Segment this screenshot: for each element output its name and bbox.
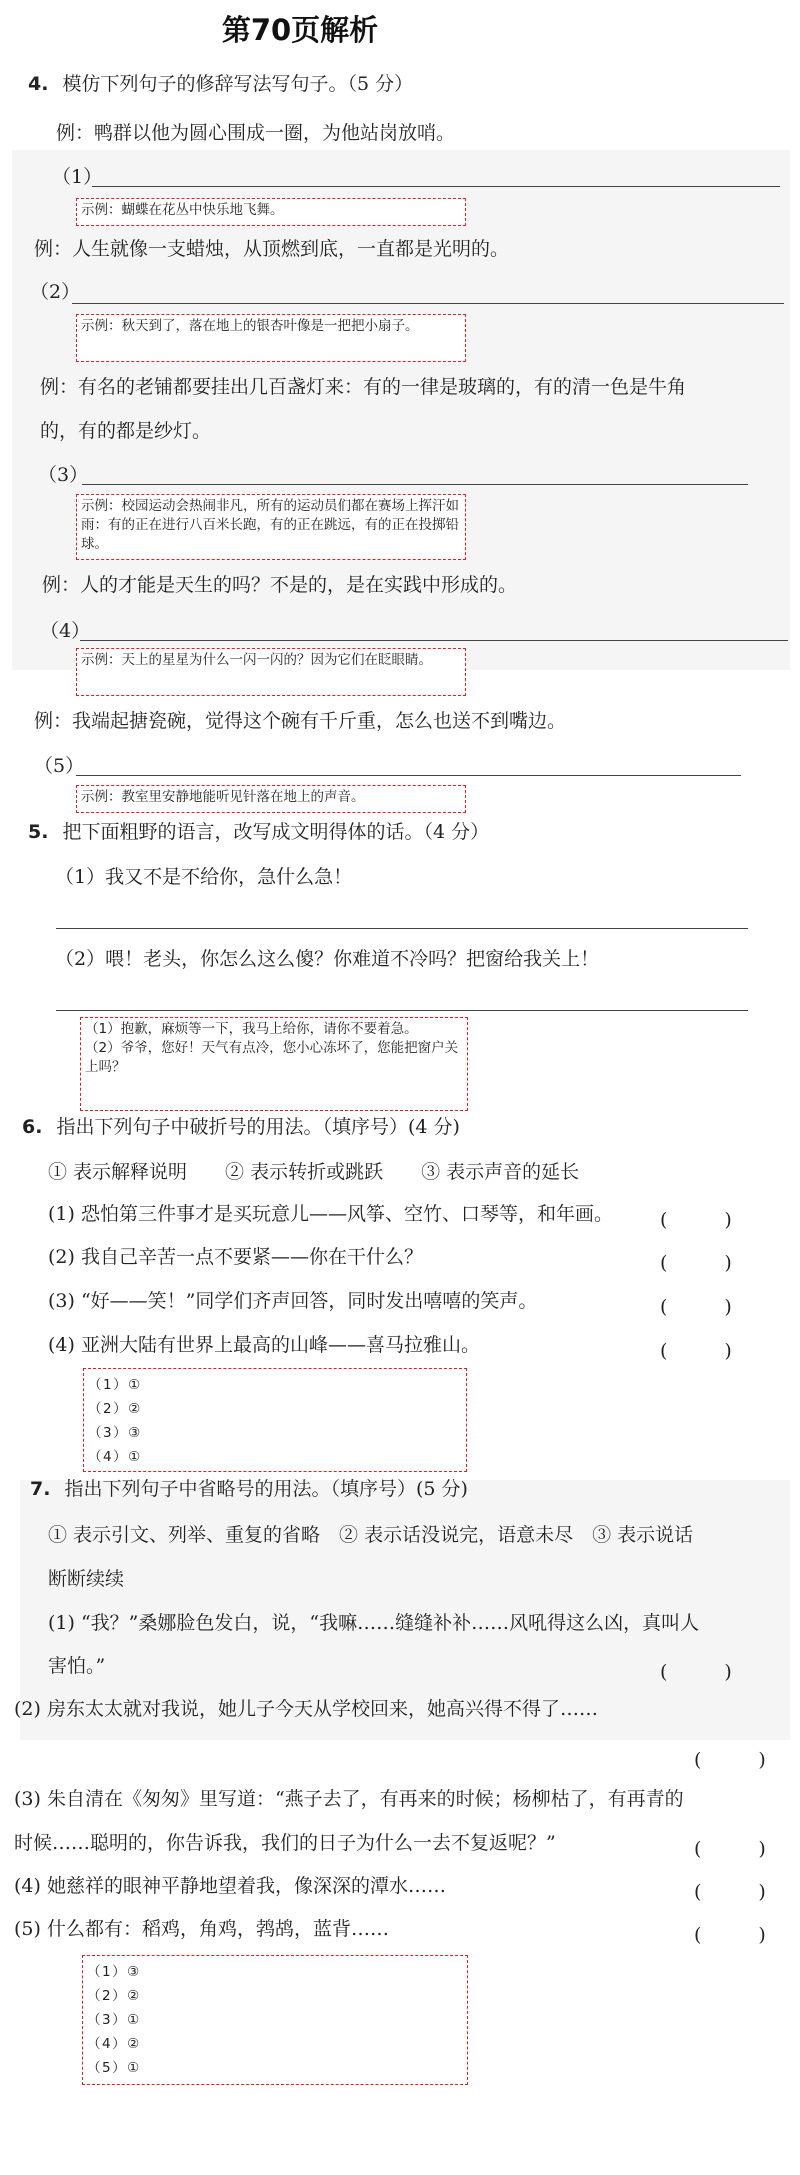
answer-text: （4）① (88, 1449, 142, 1465)
example-sentence: 例：鸭群以他为圆心围成一圈，为他站岗放哨。 (56, 122, 456, 144)
answer-box (82, 1955, 468, 2085)
answer-text: （5）① (87, 2060, 141, 2076)
rewrite-sentence: （1）我又不是不给你，急什么急！ (55, 866, 353, 888)
answer-text: （2）② (88, 1401, 142, 1417)
rewrite-sentence: （2）喂！老头，你怎么这么傻？你难道不冷吗？把窗给我关上！ (55, 948, 600, 970)
item-label: （4） (40, 620, 91, 642)
question-number: 7. (30, 1478, 51, 1500)
ellipsis-sentence: (1) “我？”桑娜脸色发白，说，“我嘛……缝缝补补……风吼得这么凶，真叫人 (48, 1612, 700, 1634)
answer-text: （2）爷爷，您好！天气有点冷，您小心冻坏了，您能把窗户关上吗？ (85, 1040, 459, 1075)
page-title: 第70页解析 (221, 13, 379, 47)
answer-box: 示例：秋天到了，落在地上的银杏叶像是一把把小扇子。 (76, 314, 466, 362)
answer-text: （1）① (88, 1377, 142, 1393)
answer-text: （3）① (87, 2012, 141, 2028)
dash-sentence: (4) 亚洲大陆有世界上最高的山峰——喜马拉雅山。 (48, 1334, 480, 1356)
item-label: （1） (52, 166, 103, 188)
example-sentence: 例：有名的老铺都要挂出几百盏灯来：有的一律是玻璃的，有的清一色是牛角 (40, 376, 687, 398)
example-sentence: 例：人生就像一支蜡烛，从顶燃到底，一直都是光明的。 (34, 238, 510, 260)
answer-box (76, 785, 466, 813)
options-line: 断断续续 (48, 1568, 125, 1590)
ellipsis-sentence: 害怕。” (48, 1655, 106, 1677)
blank-parentheses[interactable]: ( ) (660, 1661, 732, 1683)
question-text: 把下面粗野的语言，改写成文明得体的话。（4 分） (62, 821, 490, 843)
blank-parentheses[interactable]: ( ) (694, 1749, 766, 1771)
question-5-header (28, 823, 489, 842)
answer-text: （4）② (87, 2036, 141, 2052)
ellipsis-sentence: (4) 她慈祥的眼神平静地望着我，像深深的潭水…… (14, 1875, 446, 1897)
answer-line (82, 484, 748, 485)
answer-box (76, 198, 466, 226)
answer-text: 示例：教室里安静地能听见针落在地上的声音。 (81, 789, 365, 805)
answer-text: 示例：蝴蝶在花丛中快乐地飞舞。 (81, 202, 284, 218)
ellipsis-sentence: (5) 什么都有：稻鸡，角鸡，鹁鸪，蓝背…… (14, 1918, 389, 1940)
answer-box (83, 1368, 467, 1472)
question-7-header (30, 1480, 468, 1499)
example-sentence: 的，有的都是纱灯。 (40, 420, 212, 442)
answer-line (76, 775, 741, 776)
ellipsis-sentence: (2) 房东太太就对我说，她儿子今天从学校回来，她高兴得不得了…… (14, 1698, 598, 1720)
example-sentence: 例：我端起搪瓷碗，觉得这个碗有千斤重，怎么也送不到嘴边。 (34, 710, 567, 732)
answer-box (80, 1017, 468, 1111)
item-label: （5） (34, 755, 85, 777)
answer-line (56, 928, 748, 929)
item-label: （3） (38, 464, 89, 486)
answer-text: （1）抱歉，麻烦等一下，我马上给你，请你不要着急。 (85, 1021, 418, 1037)
question-text: 模仿下列句子的修辞写法写句子。（5 分） (62, 73, 414, 95)
answer-line (72, 303, 784, 304)
answer-text: （1）③ (87, 1964, 141, 1980)
blank-parentheses[interactable]: ( ) (660, 1209, 732, 1231)
answer-line (80, 640, 788, 641)
answer-line (56, 1010, 748, 1011)
blank-parentheses[interactable]: ( ) (694, 1881, 766, 1903)
example-sentence: 例：人的才能是天生的吗？不是的，是在实践中形成的。 (42, 574, 518, 596)
question-text: 指出下列句子中省略号的用法。（填序号）(5 分) (64, 1478, 468, 1500)
answer-text: （3）③ (88, 1425, 142, 1441)
question-text: 指出下列句子中破折号的用法。（填序号）(4 分) (56, 1116, 460, 1138)
ellipsis-sentence: (3) 朱自清在《匆匆》里写道：“燕子去了，有再来的时候；杨柳枯了，有再青的 (14, 1788, 684, 1810)
question-number: 5. (28, 821, 49, 843)
question-6-header (22, 1118, 460, 1137)
blank-parentheses[interactable]: ( ) (660, 1296, 732, 1318)
blank-parentheses[interactable]: ( ) (694, 1924, 766, 1946)
answer-box: 示例：天上的星星为什么一闪一闪的？因为它们在眨眼睛。 (76, 648, 466, 696)
item-label: （2） (30, 281, 81, 303)
question-4-header (28, 75, 413, 94)
question-number: 4. (28, 73, 49, 95)
question-number: 6. (22, 1116, 43, 1138)
dash-sentence: (1) 恐怕第三件事才是买玩意儿——风筝、空竹、口琴等，和年画。 (48, 1203, 613, 1225)
answer-line (92, 186, 780, 187)
ellipsis-sentence: 时候……聪明的，你告诉我，我们的日子为什么一去不复返呢？” (14, 1832, 556, 1854)
blank-parentheses[interactable]: ( ) (660, 1340, 732, 1362)
options-line: ① 表示解释说明 ② 表示转折或跳跃 ③ 表示声音的延长 (48, 1161, 580, 1183)
blank-parentheses[interactable]: ( ) (660, 1252, 732, 1274)
dash-sentence: (2) 我自己辛苦一点不要紧——你在干什么？ (48, 1246, 423, 1268)
options-line: ① 表示引文、列举、重复的省略 ② 表示话没说完，语意未尽 ③ 表示说话 (48, 1524, 694, 1546)
dash-sentence: (3) “好——笑！”同学们齐声回答，同时发出嘻嘻的笑声。 (48, 1290, 538, 1312)
blank-parentheses[interactable]: ( ) (694, 1838, 766, 1860)
answer-box: 示例：校园运动会热闹非凡，所有的运动员们都在赛场上挥汗如雨：有的正在进行八百米长跑，有的正在跳远，有的正在投掷铅球。 (76, 494, 466, 560)
answer-text: （2）② (87, 1988, 141, 2004)
